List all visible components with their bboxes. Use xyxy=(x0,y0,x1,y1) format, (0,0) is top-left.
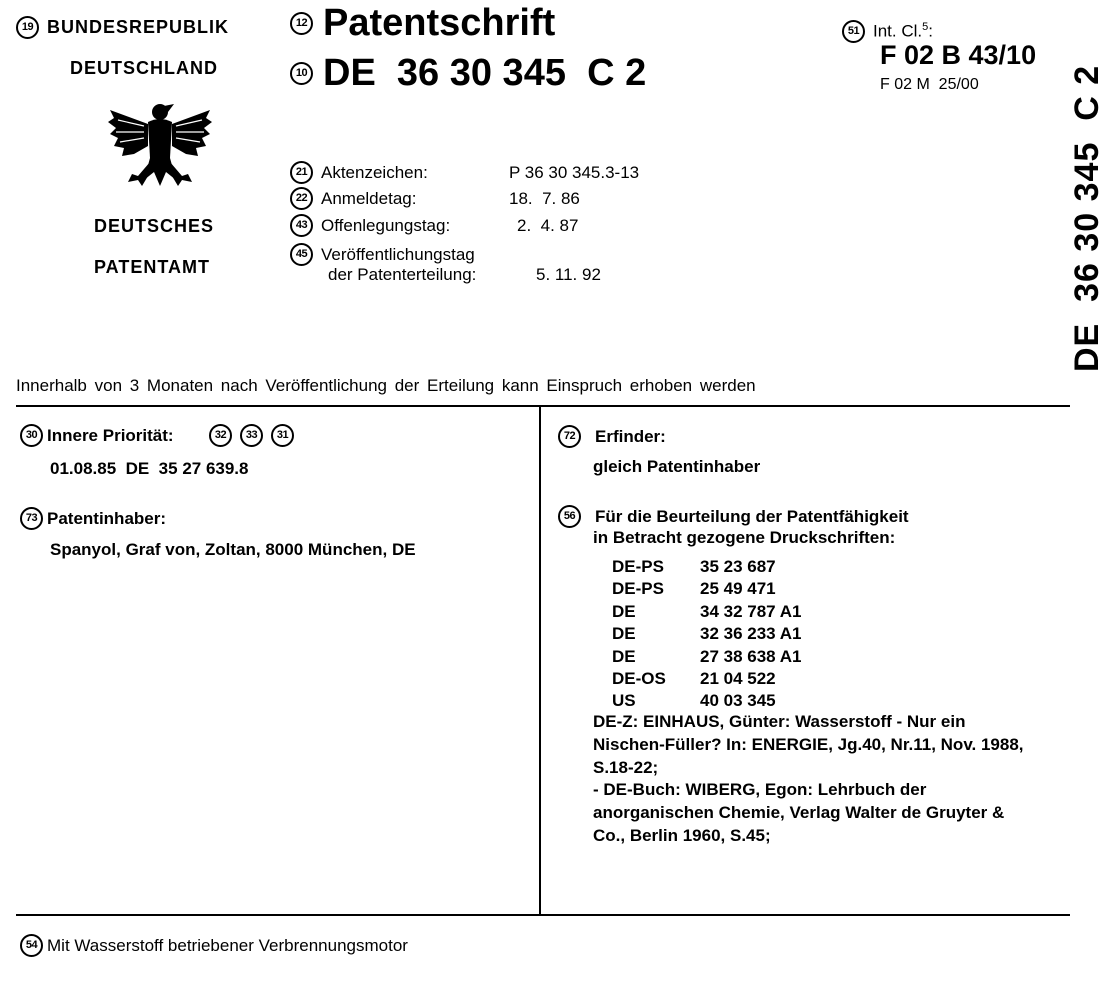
code-int-cl: 51 xyxy=(842,20,865,43)
doc-type-row xyxy=(290,2,555,45)
patent-title: Mit Wasserstoff betriebener Verbrennungsmotor xyxy=(47,935,408,955)
column-divider xyxy=(539,405,541,915)
priority-label: Innere Priorität: xyxy=(47,425,174,445)
date-row-offenlegungstag: 43 Offenlegungstag: 2. 4. 87 xyxy=(290,214,578,237)
federal-eagle-icon xyxy=(104,96,216,196)
office-line1: DEUTSCHES xyxy=(94,216,215,236)
citation-row: DE 32 36 233 A1 xyxy=(612,624,802,644)
country-line1: BUNDESREPUBLIK xyxy=(47,17,230,37)
literature-line: Nischen-Füller? In: ENERGIE, Jg.40, Nr.11, Nov. 1988, xyxy=(593,735,1024,754)
opposition-notice: Innerhalb von 3 Monaten nach Veröffentlichung der Erteilung kann Einspruch erhoben werden xyxy=(16,376,756,395)
pub-number-row xyxy=(290,52,646,95)
date-label-patenterteilung: der Patenterteilung: xyxy=(328,265,477,284)
int-cl-suffix: : xyxy=(928,21,933,41)
owner-value: Spanyol, Graf von, Zoltan, 8000 München, DE xyxy=(50,540,416,559)
top-divider xyxy=(16,405,1070,407)
literature-line: anorganischen Chemie, Verlag Walter de Gruyter & xyxy=(593,803,1005,822)
code-doc-type: 12 xyxy=(290,12,313,35)
office-line2: PATENTAMT xyxy=(94,257,210,277)
literature-line: DE-Z: EINHAUS, Günter: Wasserstoff - Nur ein xyxy=(593,712,966,731)
inventor-row: 72 Erfinder: xyxy=(558,425,666,448)
date-row-veroeffentlichungstag: 45 Veröffentlichungstag xyxy=(290,243,475,266)
country-header xyxy=(16,16,229,39)
inventor-label: Erfinder: xyxy=(595,426,666,446)
literature-line: S.18-22; xyxy=(593,758,659,777)
citation-row: DE 27 38 638 A1 xyxy=(612,646,802,666)
int-cl-sup: 5 xyxy=(922,21,929,34)
code-pub-number: 10 xyxy=(290,62,313,85)
citation-row: DE 34 32 787 A1 xyxy=(612,601,802,621)
owner-row: 73 Patentinhaber: xyxy=(20,507,166,530)
citation-row: DE-OS 21 04 522 xyxy=(612,669,776,689)
int-cl-main: F 02 B 43/10 xyxy=(880,40,1037,70)
cited-heading1: Für die Beurteilung der Patentfähigkeit xyxy=(595,506,909,526)
citation-row: US 40 03 345 xyxy=(612,691,776,711)
side-pub-number: DE 36 30 345 C 2 xyxy=(1068,64,1106,372)
date-value-patenterteilung: 5. 11. 92 xyxy=(536,265,601,284)
bottom-divider xyxy=(16,914,1070,916)
literature-line: - DE-Buch: WIBERG, Egon: Lehrbuch der xyxy=(593,780,927,799)
citation-row: DE-PS 25 49 471 xyxy=(612,579,776,599)
owner-label: Patentinhaber: xyxy=(47,508,167,528)
code-country: 19 xyxy=(16,16,39,39)
cited-row: 56 Für die Beurteilung der Patentfähigkeit xyxy=(558,505,909,528)
pub-number: DE 36 30 345 C 2 xyxy=(323,52,647,94)
int-cl-label: Int. Cl. xyxy=(873,21,923,41)
int-cl-secondary: F 02 M 25/00 xyxy=(880,76,979,93)
cited-heading2: in Betracht gezogene Druckschriften: xyxy=(593,528,896,547)
literature-line: Co., Berlin 1960, S.45; xyxy=(593,826,771,845)
priority-value: 01.08.85 DE 35 27 639.8 xyxy=(50,459,249,478)
citations-table xyxy=(612,556,801,713)
title-row: 54 Mit Wasserstoff betriebener Verbrennungsmotor xyxy=(20,934,408,957)
priority-row: 30 Innere Priorität: 32 33 31 xyxy=(20,424,294,447)
inventor-value: gleich Patentinhaber xyxy=(593,457,761,476)
country-line2: DEUTSCHLAND xyxy=(70,58,218,78)
date-row-anmeldetag: 22 Anmeldetag: 18. 7. 86 xyxy=(290,187,580,210)
date-row-aktenzeichen: 21 Aktenzeichen: P 36 30 345.3-13 xyxy=(290,161,639,184)
doc-type: Patentschrift xyxy=(323,2,556,44)
citation-row: DE-PS 35 23 687 xyxy=(612,557,776,576)
